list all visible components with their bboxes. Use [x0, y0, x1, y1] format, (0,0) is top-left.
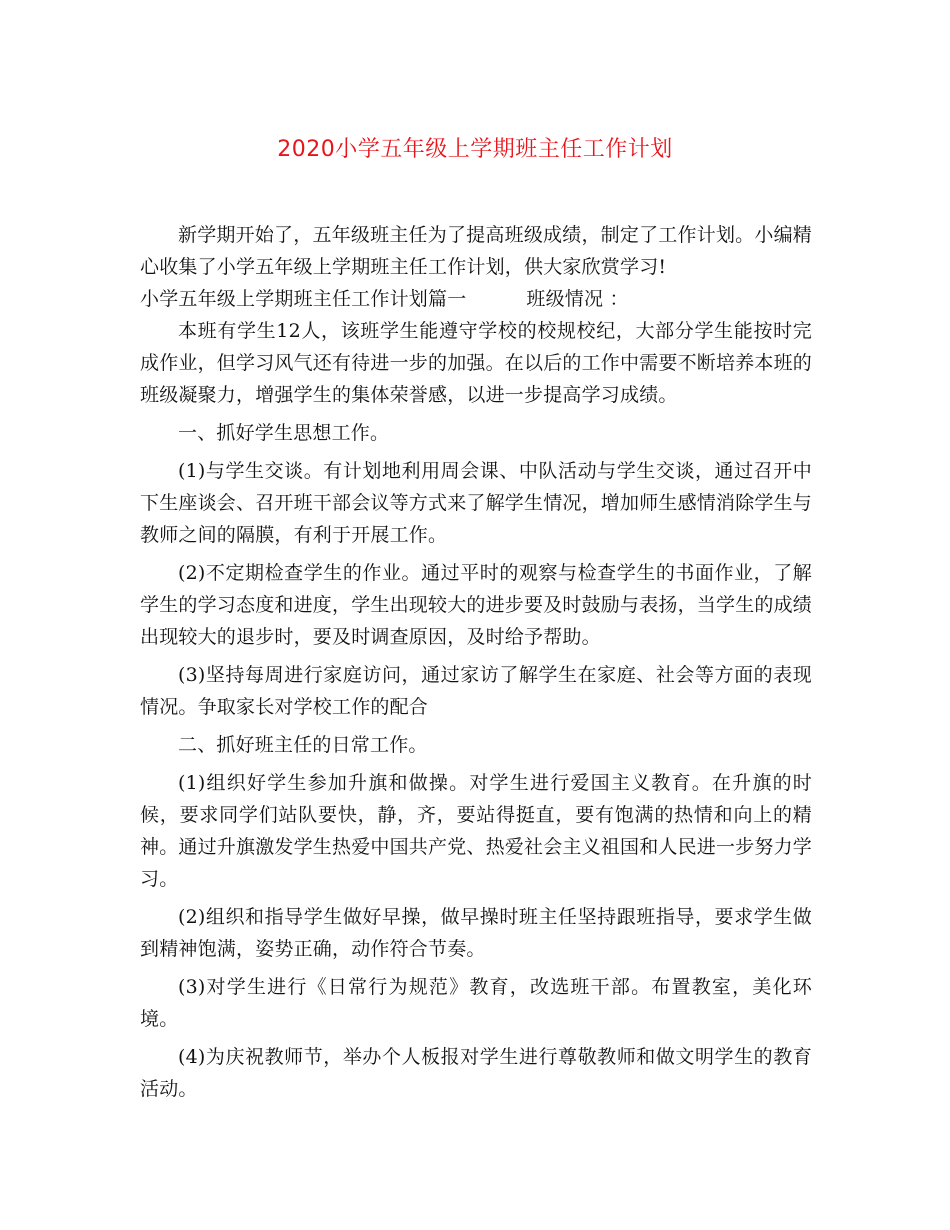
part2-item-3: (3)对学生进行《日常行为规范》教育，改选班干部。布置教室，美化环境。	[140, 976, 812, 1030]
part1-item-2: (2)不定期检查学生的作业。通过平时的观察与检查学生的书面作业，了解学生的学习态度和进度，学生出现较大的进步要及时鼓励与表扬，当学生的成绩出现较大的退步时，要及时调查原因，及时给予帮助。	[140, 562, 813, 648]
section-heading	[140, 283, 812, 315]
document-body	[140, 219, 812, 1105]
section-heading-subtitle: 班级情况 ：	[526, 288, 629, 310]
part2-item-1: (1)组织好学生参加升旗和做操。对学生进行爱国主义教育。在升旗的时候，要求同学们站队要快，静，齐，要站得挺直，要有饱满的热情和向上的精神。通过升旗激发学生热爱中国共产党、热爱社会主义祖国和人民进一步努力学习。	[140, 772, 813, 890]
part1-item-1: (1)与学生交谈。有计划地利用周会课、中队活动与学生交谈，通过召开中下生座谈会、召开班干部会议等方式来了解学生情况，增加师生感情消除学生与教师之间的隔膜，有利于开展工作。	[140, 460, 813, 546]
part2-item-4: (4)为庆祝教师节，举办个人板报对学生进行尊敬教师和做文明学生的教育活动。	[140, 1046, 812, 1100]
document-title: 2020小学五年级上学期班主任工作计划	[277, 137, 673, 162]
part1-item-3: (3)坚持每周进行家庭访问，通过家访了解学生在家庭、社会等方面的表现情况。争取家长对学校工作的配合	[140, 664, 812, 718]
part1-heading: 一、抓好学生思想工作。	[178, 422, 390, 444]
intro-paragraph: 新学期开始了，五年级班主任为了提高班级成绩，制定了工作计划。小编精心收集了小学五年级上学期班主任工作计划，供大家欣赏学习!	[140, 224, 812, 278]
class-situation-paragraph: 本班有学生12人，该班学生能遵守学校的校规校纪，大部分学生能按时完成作业，但学习风气还有待进一步的加强。在以后的工作中需要不断培养本班的班级凝聚力，增强学生的集体荣誉感，以进一步提高学习成绩。	[140, 320, 813, 406]
part2-heading: 二、抓好班主任的日常工作。	[178, 734, 428, 756]
part2-item-2: (2)组织和指导学生做好早操，做早操时班主任坚持跟班指导，要求学生做到精神饱满，姿势正确，动作符合节奏。	[140, 906, 812, 960]
section-heading-title: 小学五年级上学期班主任工作计划篇一	[140, 288, 467, 310]
